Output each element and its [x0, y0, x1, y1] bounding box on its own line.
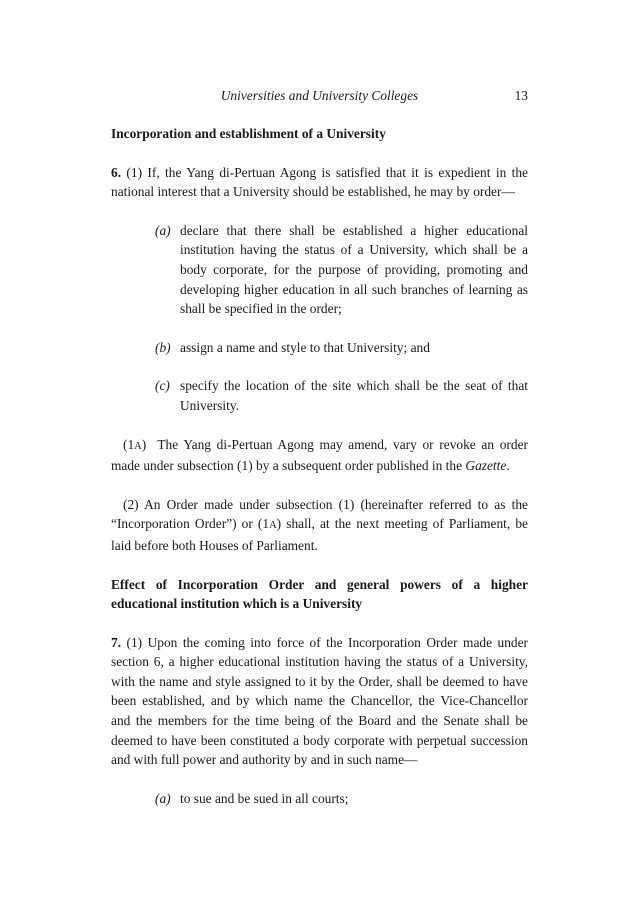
subsection-2-end: ) shall, at the next meeting of Parliament, be laid before both Houses of Parliament. — [111, 516, 528, 553]
section-6-subsection-2 — [111, 495, 528, 556]
subsection-label-open: (1 — [123, 436, 135, 452]
subsection-1a-text: The Yang di-Pertuan Agong may amend, vary or revoke an order made under subsection (1) by a subsequent order published in the — [111, 436, 532, 474]
list-item — [111, 338, 528, 358]
page-content — [111, 86, 532, 827]
section-number: 6. — [111, 164, 122, 180]
subsection-2-text: (2) An Order made under subsection (1) (hereinafter referred to as the “Incorporation Order”) or (1 — [111, 496, 528, 532]
section-heading-effect: Effect of Incorporation Order and general powers of a higher educational institution which is a University — [111, 576, 528, 612]
gazette-title: Gazette — [465, 458, 507, 474]
list-item — [111, 376, 528, 415]
list-marker: (b) — [155, 339, 171, 355]
small-caps-letter: A — [269, 520, 277, 532]
section-number: 7. — [111, 634, 122, 650]
list-item-text: to sue and be sued in all courts; — [180, 790, 349, 806]
subsection-label-close: ) — [141, 436, 147, 452]
section-7-intro-text: (1) Upon the coming into force of the Incorporation Order made under section 6, a higher educational institution having the status of a University, with the name and style assigned to it by the Order, shall be deemed to have been established, and by which name the Chancellor, the Vice-Chancellor and the members for the time being of the Board and the Senate shall be deemed to have been constituted a body corporate with perpetual succession and with full power and authority by and in such name— — [111, 634, 528, 768]
list-item-text: assign a name and style to that University; and — [180, 339, 430, 355]
section-7-paragraph-1 — [111, 633, 528, 770]
small-caps-letter: A — [134, 440, 142, 452]
list-item — [111, 789, 528, 809]
section-6-subsection-1a — [111, 435, 532, 476]
section-6-intro-text: (1) If, the Yang di-Pertuan Agong is satisfied that it is expedient in the national interest that a University should be established, he may by order— — [111, 164, 528, 200]
list-marker: (a) — [155, 790, 171, 806]
list-item-text: specify the location of the site which shall be the seat of that University. — [180, 378, 528, 413]
list-item — [111, 221, 528, 319]
running-title: Universities and University Colleges — [220, 88, 419, 103]
list-item-text: declare that there shall be established a higher educational institution having the status of a University, which shall be a body corporate, for the purpose of providing, promoting and developing higher education in all such branches of learning as shall be specified in the order; — [180, 222, 528, 317]
page-number: 13 — [514, 88, 528, 103]
section-6-paragraph-1 — [111, 163, 528, 202]
list-marker: (c) — [155, 378, 170, 394]
section-heading-incorporation: Incorporation and establishment of a University — [111, 126, 386, 141]
page-header — [111, 86, 528, 106]
subsection-1a-end: . — [506, 458, 510, 474]
list-marker: (a) — [155, 222, 171, 238]
